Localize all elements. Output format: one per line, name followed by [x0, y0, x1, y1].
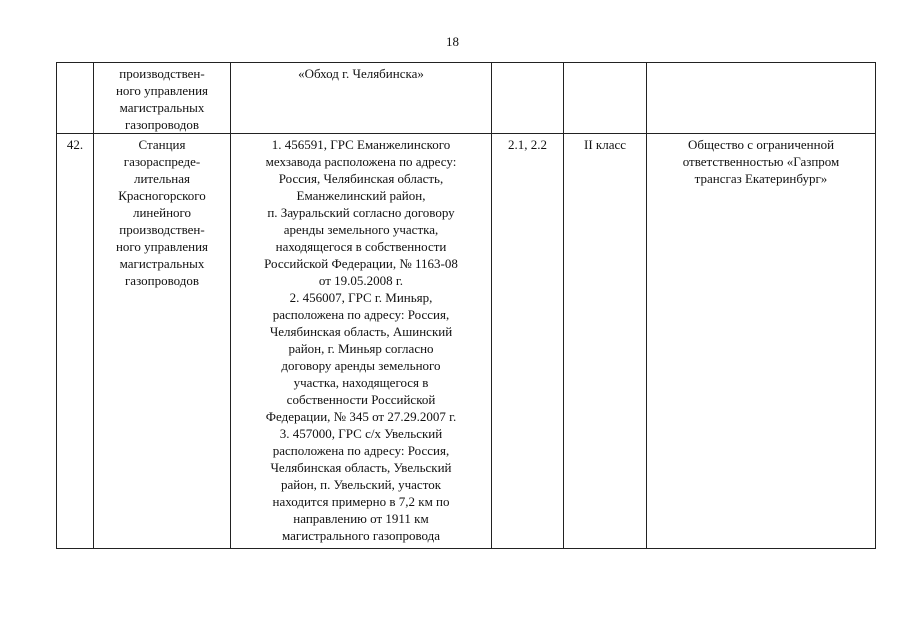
text-line: газопроводов — [124, 117, 200, 132]
text-line: район, г. Миньяр согласно — [288, 341, 434, 356]
text-line: район, п. Увельский, участок — [280, 477, 442, 492]
row-number-cell: 42. — [57, 134, 94, 549]
text-line: от 19.05.2008 г. — [318, 273, 404, 288]
criteria-cell: 2.1, 2.2 — [492, 134, 564, 549]
text-line: Челябинская область, Ашинский — [269, 324, 453, 339]
text-line: магистральных — [119, 100, 205, 115]
criteria-cell — [492, 63, 564, 134]
text-line: 1. 456591, ГРС Еманжелинского — [271, 137, 451, 152]
text-line: договору аренды земельного — [281, 358, 441, 373]
hazard-class-cell: II класс — [564, 134, 647, 549]
object-name-cell — [94, 63, 231, 134]
hazard-class-cell — [564, 63, 647, 134]
text-line: расположена по адресу: Россия, — [272, 443, 450, 458]
text-line: магистрального газопровода — [282, 528, 440, 543]
text-line: находится примерно в 7,2 км по — [272, 494, 450, 509]
text-line: линейного — [132, 205, 192, 220]
text-line: лительная — [133, 171, 191, 186]
text-line: мехзавода расположена по адресу: — [265, 154, 457, 169]
text-line: ответственностью «Газпром — [682, 154, 840, 169]
text-line: находящегося в собственности — [275, 239, 447, 254]
text-line: Общество с ограниченной — [687, 137, 835, 152]
text-line: производствен- — [119, 66, 205, 81]
text-line: направлению от 1911 км — [293, 511, 429, 526]
text-line: ного управления — [115, 83, 209, 98]
row-number-cell — [57, 63, 94, 134]
text-line: расположена по адресу: Россия, — [272, 307, 450, 322]
text-line: Станция — [138, 137, 186, 152]
table-row — [57, 63, 876, 134]
location-cell — [231, 134, 492, 549]
text-line: участка, находящегося в — [293, 375, 429, 390]
text-line: Российской Федерации, № 1163-08 — [264, 256, 458, 271]
text-line: 2. 456007, ГРС г. Миньяр, — [289, 290, 433, 305]
text-line: Красногорского — [118, 188, 206, 203]
text-line: Еманжелинский район, — [296, 188, 426, 203]
object-name-cell — [94, 134, 231, 549]
text-line: газораспреде- — [123, 154, 201, 169]
text-line: трансгаз Екатеринбург» — [694, 171, 828, 186]
text-line: Федерации, № 345 от 27.29.2007 г. — [265, 409, 457, 424]
operator-cell — [647, 63, 876, 134]
text-line: магистральных — [119, 256, 205, 271]
text-line: аренды земельного участка, — [283, 222, 439, 237]
operator-cell — [647, 134, 876, 549]
text-line: Россия, Челябинская область, — [278, 171, 444, 186]
registry-table — [56, 62, 876, 549]
text-line: 3. 457000, ГРС с/х Увельский — [279, 426, 443, 441]
location-cell — [231, 63, 492, 134]
text-line: газопроводов — [124, 273, 200, 288]
text-line: ного управления — [115, 239, 209, 254]
text-line: производствен- — [119, 222, 205, 237]
text-line: Челябинская область, Увельский — [270, 460, 452, 475]
text-line: «Обход г. Челябинска» — [298, 66, 424, 81]
table-row — [57, 134, 876, 549]
page-number: 18 — [446, 34, 459, 49]
text-line: собственности Российской — [286, 392, 436, 407]
text-line: п. Зауральский согласно договору — [267, 205, 455, 220]
